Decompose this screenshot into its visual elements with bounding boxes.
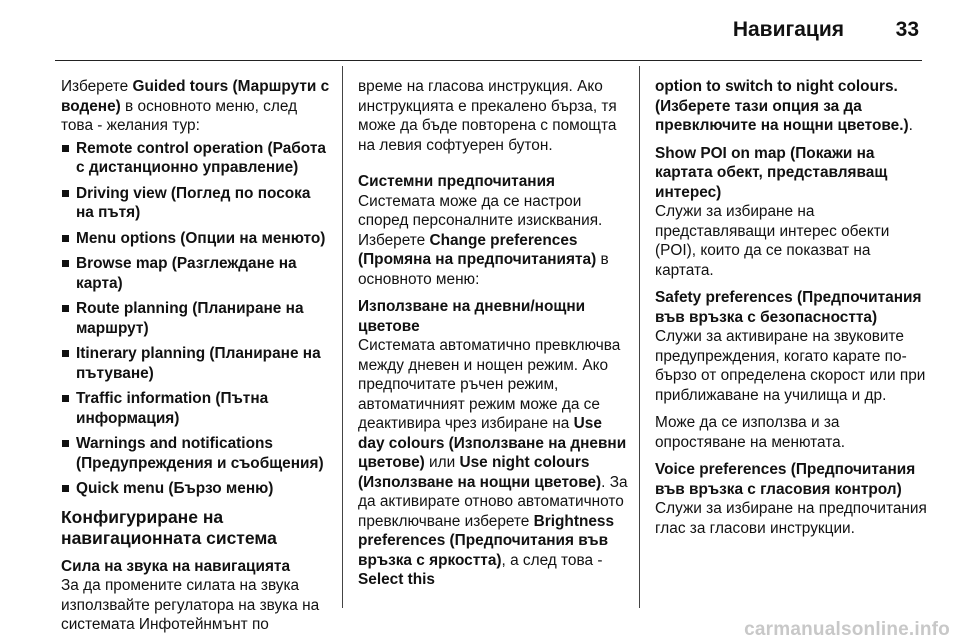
page-number: 33 — [895, 18, 919, 41]
paragraph: Служи за избиране на представляващи интерес обекти (POI), които да се показват на картата. — [655, 203, 890, 279]
list-item: Quick menu (Бързо меню) — [61, 479, 331, 499]
subsection-title: Системни предпочитания — [358, 173, 556, 190]
list-item: Browse map (Разглеждане на карта) — [61, 254, 331, 293]
list-item: Remote control operation (Работа с дистанционно управление) — [61, 139, 331, 178]
list-item: Warnings and notifications (Предупреждения и съобщения) — [61, 434, 331, 473]
header-rule — [55, 60, 922, 61]
paragraph: Служи за активиране на звуковите предупреждения, когато карате по-бързо от определена скорост или при приближаване на училища и др. — [655, 328, 926, 404]
section-title: Конфигуриране на навигационната система — [61, 506, 277, 548]
subsection-title: Използване на дневни/нощни цветове — [358, 298, 586, 335]
subsection-title: Safety preferences (Предпочитания във връзка с безопасността) — [655, 289, 922, 326]
list-item: Menu options (Опции на менюто) — [61, 229, 331, 249]
page-header — [0, 0, 960, 62]
tour-list — [61, 139, 331, 499]
watermark: carmanualsonline.info — [744, 619, 950, 640]
column-1 — [61, 77, 331, 635]
column-2 — [358, 77, 628, 590]
subsection-title: Show POI on map (Покажи на картата обект, представляващ интерес) — [655, 144, 888, 201]
paragraph: Служи за избиране на предпочитания глас за гласови инструкции. — [655, 500, 927, 537]
list-item: Driving view (Поглед по посока на пътя) — [61, 184, 331, 223]
paragraph: Системата автоматично превключва между дневен и нощен режим. Ако предпочитате ръчен режим, автоматичният режим може да се деактивира чрез избиране на Use day colours (Използване на дневни цветове) или Use night colours (Използване на нощни цветове). За да активирате отново автоматичното превключване изберете Brightness preferences (Предпочитания във връзка с яркостта), а след това - Select this — [358, 337, 628, 588]
paragraph: време на гласова инструкция. Ако инструкцията е прекалено бърза, тя може да бъде повторена с помощта на левия софтуерен бутон. — [358, 78, 617, 154]
subsection-title: Сила на звука на навигацията — [61, 557, 291, 575]
subsection-title: Voice preferences (Предпочитания във връзка с гласовия контрол) — [655, 461, 916, 498]
column-divider-2 — [639, 66, 640, 608]
column-divider-1 — [342, 66, 343, 608]
intro-paragraph: Изберете Guided tours (Маршрути с водене) в основното меню, след това - желания тур: — [61, 78, 330, 134]
paragraph: Може да се използва и за опростяване на менютата. — [655, 414, 845, 451]
list-item: Route planning (Планиране на маршрут) — [61, 299, 331, 338]
list-item: Itinerary planning (Планиране на пътуване) — [61, 344, 331, 383]
column-3 — [655, 77, 930, 538]
paragraph: option to switch to night colours. (Изберете тази опция за да превключите на нощни цветове.). — [655, 78, 913, 134]
list-item: Traffic information (Пътна информация) — [61, 389, 331, 428]
paragraph: Системата може да се настрои според персоналните изисквания. Изберете Change preferences (Промяна на предпочитанията) в основното меню: — [358, 192, 609, 288]
page-title: Навигация — [732, 18, 844, 41]
paragraph: За да промените силата на звука използвайте регулатора на звука на системата Инфотейнмънт по — [61, 577, 320, 633]
